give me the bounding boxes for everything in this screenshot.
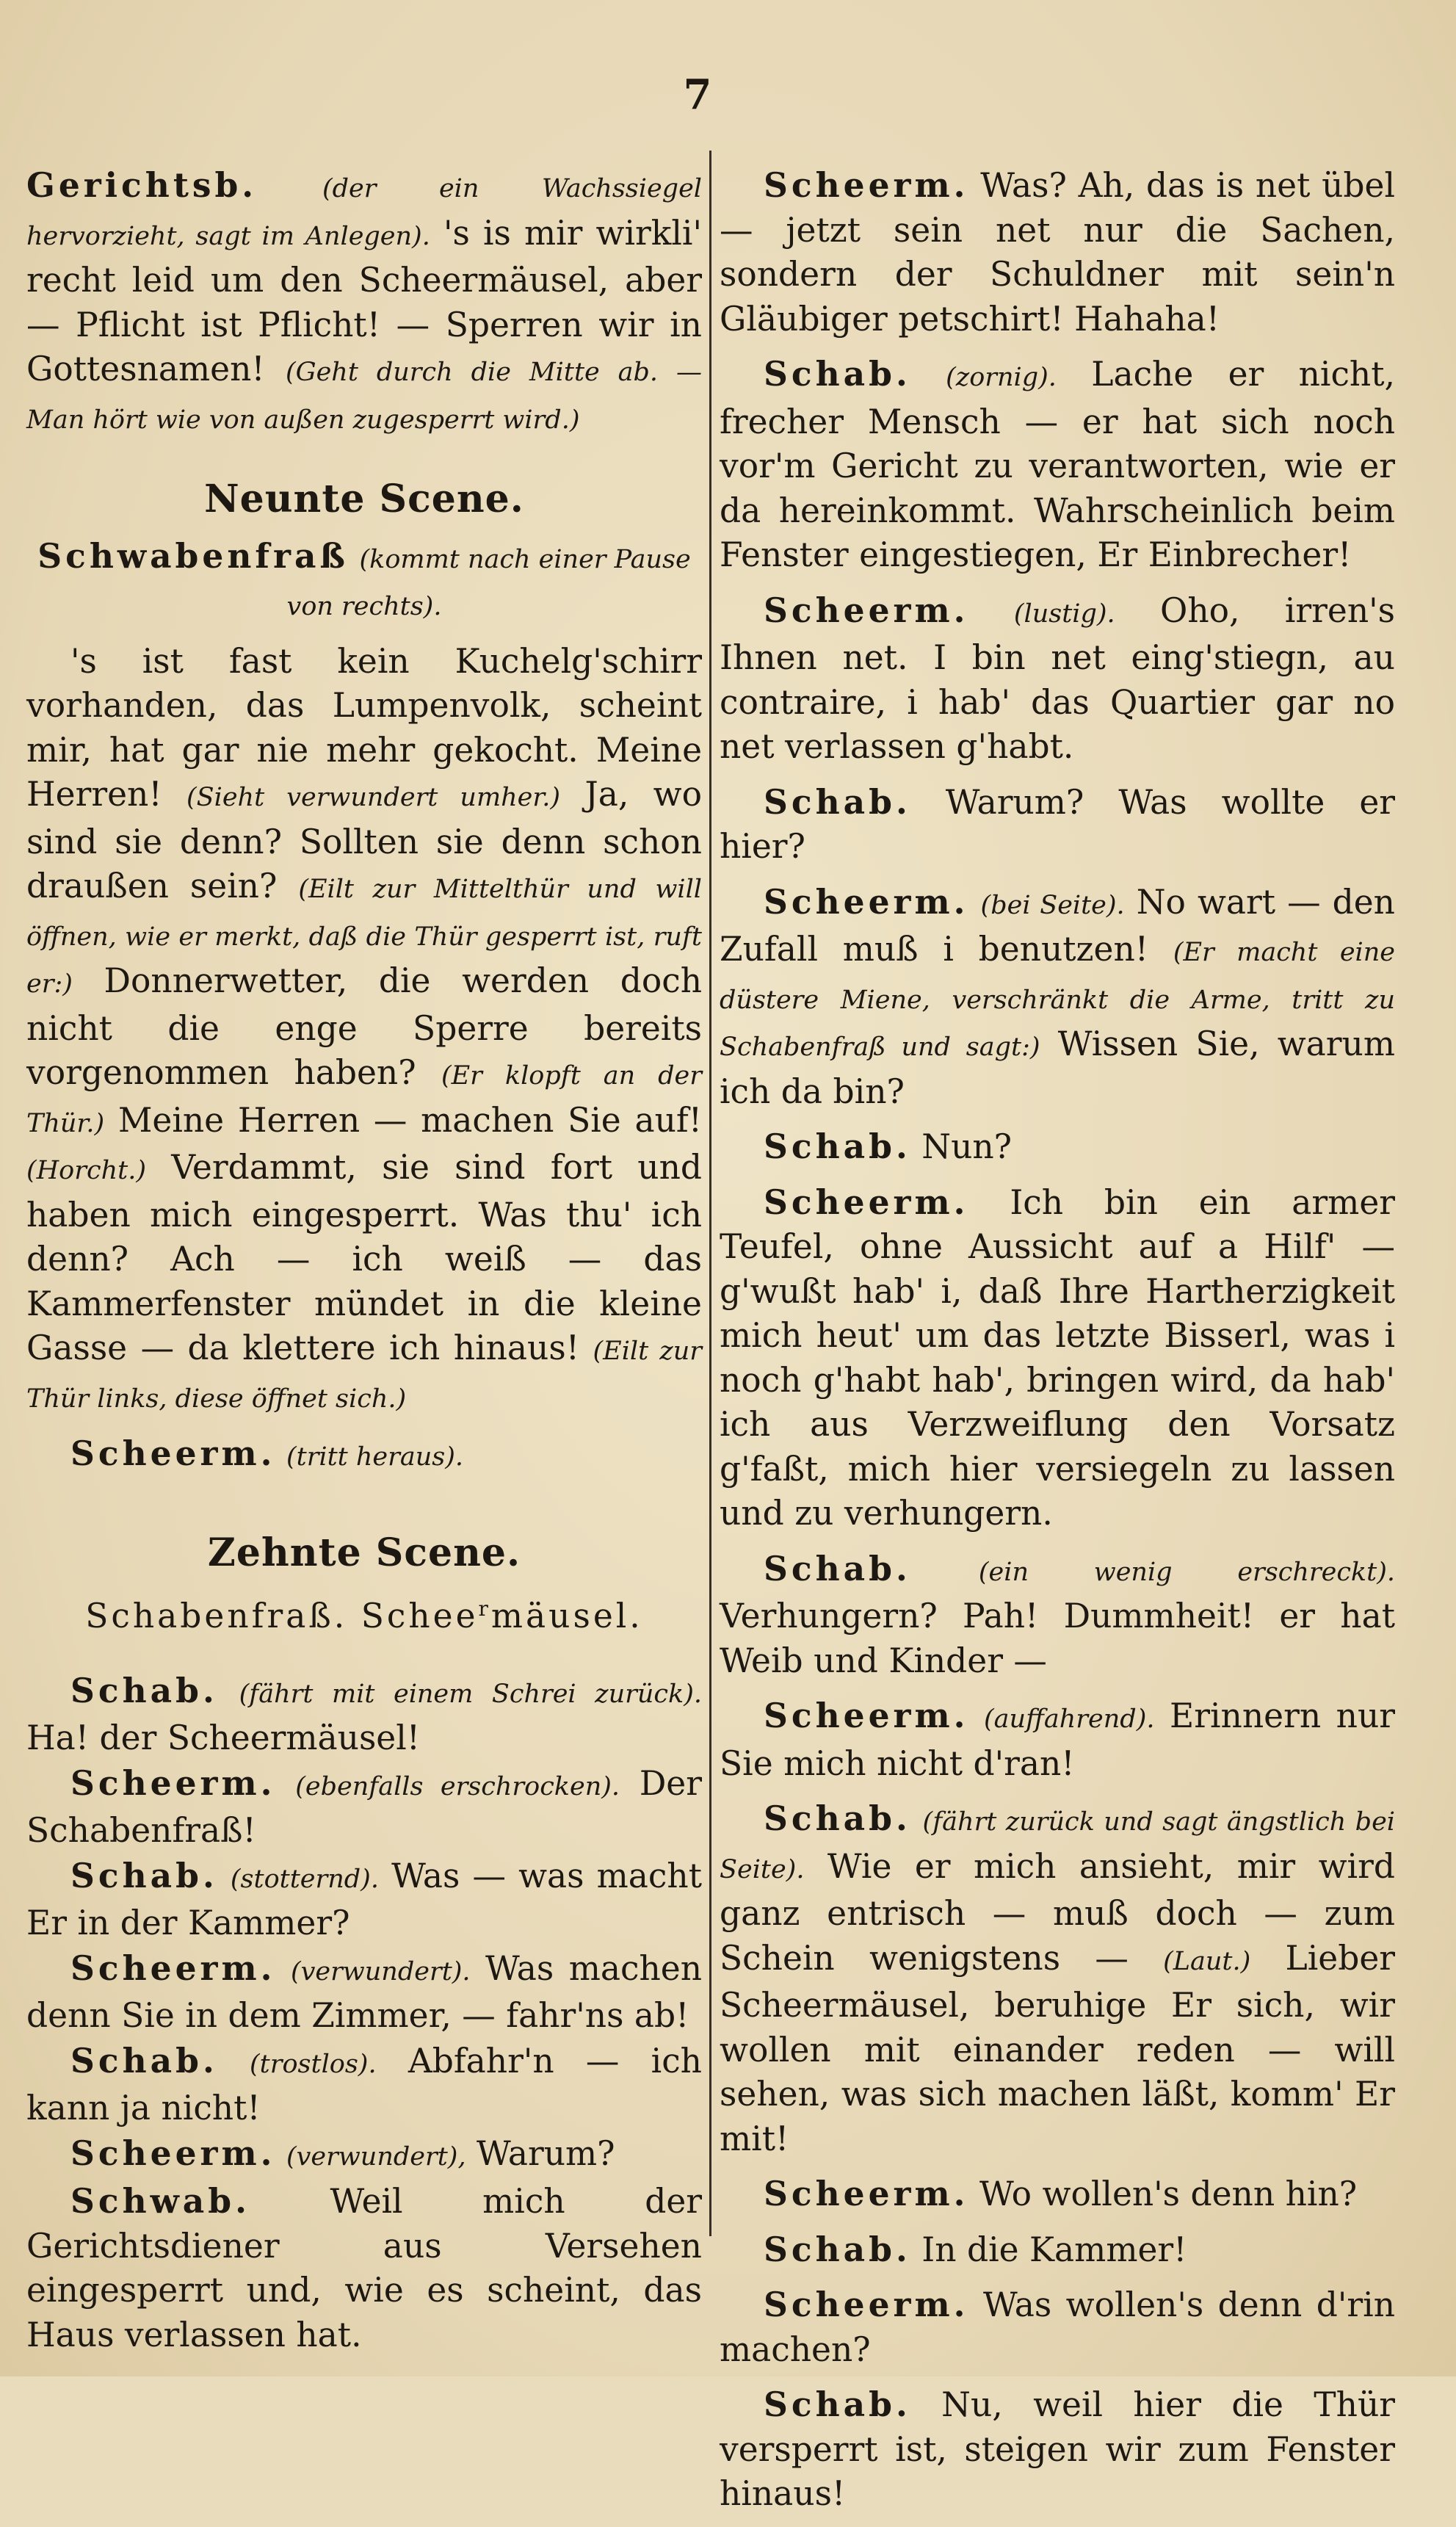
dialogue-text: Weil mich der Gerichtsdiener aus Versehen eingesperrt und, wie es scheint, das Haus verlassen hat. — [26, 2182, 702, 2354]
dialogue-text: Lache er nicht, frecher Mensch — er hat sich noch vor'm Gericht zu verantworten, wie er da hereinkommt. Wahrscheinlich beim Fenster eingestiegen, Er Einbrecher! — [720, 355, 1395, 574]
dialogue-text: Wissen Sie, warum ich da bin? — [720, 1024, 1396, 1111]
column-divider — [709, 151, 711, 2236]
stage-direction: (tritt heraus). — [286, 1442, 464, 1472]
speech-schab — [720, 2227, 1395, 2273]
scene-title-9: Neunte Scene. — [204, 477, 524, 521]
stage-direction: (fährt mit einem Schrei zurück). — [239, 1679, 702, 1709]
dialogue-text: Was — was macht Er in der Kammer? — [26, 1856, 702, 1943]
speaker-name: Scheerm. — [764, 1696, 969, 1735]
speaker-name: Schab. — [70, 2040, 218, 2080]
dialogue-text: Der Schabenfraß! — [26, 1763, 702, 1851]
speech-schab — [720, 352, 1395, 578]
speaker-name: Scheerm. — [70, 1763, 276, 1803]
dialogue-text: Was machen denn Sie in dem Zimmer, — fahr'ns ab! — [26, 1948, 702, 2036]
speech-scheerm — [720, 2172, 1395, 2217]
stage-direction: (Eilt zur Thür links, diese öffnet sich.) — [26, 1337, 702, 1414]
stage-direction: (Horcht.) — [26, 1156, 146, 1185]
dialogue-text: Ich bin ein armer Teufel, ohne Aussicht auf a Hilf' — g'wußt hab' i, daß Ihre Hartherzigkeit mich heut' um das letzte Bisserl, was i noch g'habt hab', bringen wird, da hab' ich aus Verzweiflung den Vorsatz g'faßt, mich hier versiegeln zu lassen und zu verhungern. — [720, 1182, 1395, 1533]
dialogue-text: Warum? Was wollte er hier? — [720, 782, 1395, 866]
characters-text: Schabenfraß. Schee — [85, 1597, 479, 1636]
speech-schwab — [26, 2179, 702, 2357]
speech-schab — [26, 1669, 702, 1761]
entrance-schwabenfrass — [26, 534, 702, 629]
dialogue-text: Was wollen's denn d'rin machen? — [720, 2285, 1395, 2369]
speaker-name: Scheerm. — [764, 1182, 969, 1222]
stage-direction: (auffahrend). — [984, 1704, 1155, 1734]
speech-schab — [26, 1854, 702, 1946]
speaker-name: Schab. — [764, 2229, 911, 2269]
speech-scheerm — [720, 2282, 1395, 2372]
stage-direction: (der ein Wachssiegel hervorzieht, sagt im Anlegen). — [26, 174, 702, 251]
speech-scheerm — [720, 588, 1395, 770]
speech-scheerm — [720, 163, 1395, 341]
dialogue-text: Meine Herren — machen Sie auf! — [117, 1100, 702, 1140]
stage-direction: (ein wenig erschreckt). — [978, 1557, 1395, 1587]
speech-schab — [26, 2039, 702, 2131]
speaker-name: Schab. — [764, 2385, 911, 2424]
dialogue-text: Abfahr'n — ich kann ja nicht! — [26, 2041, 702, 2128]
speech-schab — [720, 1547, 1395, 1684]
speech-schab — [720, 1124, 1395, 1170]
speaker-name: Scheerm. — [764, 590, 969, 630]
stage-direction: (verwundert). — [290, 1956, 471, 1986]
speaker-name: Scheerm. — [70, 2133, 276, 2173]
speech-schab — [720, 2382, 1395, 2517]
speaker-name: Scheerm. — [70, 1948, 276, 1988]
dialogue-text: No wart — den Zufall muß i benutzen! — [720, 882, 1395, 969]
speaker-name: Scheerm. — [70, 1434, 276, 1473]
stage-direction: (Er klopft an der Thür.) — [26, 1061, 702, 1138]
dialogue-text: Lieber Scheermäusel, beruhige Er sich, wir wollen mit einander reden — will sehen, was sich machen läßt, komm' Er mit! — [720, 1938, 1396, 2158]
speaker-name: Scheerm. — [764, 2174, 969, 2213]
speech-scheerm — [26, 1761, 702, 1854]
stage-direction: (Er macht eine düstere Miene, verschränkt die Arme, tritt zu Schabenfraß und sagt:) — [720, 938, 1395, 1062]
speech-scheerm — [720, 880, 1395, 1115]
stage-direction: (verwundert), — [286, 2141, 466, 2172]
dialogue-text: Erinnern nur Sie mich nicht d'ran! — [720, 1696, 1395, 1783]
dialogue-text: Was? Ah, das is net übel — jetzt sein net nur die Sachen, sondern der Schuldner mit sein'n Gläubiger petschirt! Hahaha! — [720, 166, 1395, 339]
speaker-name: Schwab. — [70, 2181, 250, 2221]
dialogue-text: Nun? — [921, 1127, 1013, 1166]
scene-title-10: Zehnte Scene. — [207, 1530, 521, 1575]
speaker-name: Scheerm. — [764, 881, 969, 922]
speaker-name: Schwabenfraß — [37, 535, 349, 576]
stage-direction: (Sieht verwundert umher.) — [186, 783, 561, 812]
speaker-name: Schab. — [764, 781, 911, 822]
characters-superscript: r — [478, 1597, 491, 1621]
stage-direction: (zornig). — [946, 363, 1057, 392]
stage-direction: (fährt zurück und sagt ängstlich bei Seite). — [720, 1807, 1395, 1884]
speaker-name: Schab. — [764, 354, 911, 394]
dialogue-text: Wie er mich ansieht, mir wird ganz entrisch — muß doch — zum Schein wenigstens — — [720, 1846, 1395, 1978]
dialogue-text: Donnerwetter, die werden doch nicht die enge Sperre bereits vorgenommen haben? — [26, 961, 702, 1092]
left-column — [26, 163, 702, 2357]
dialogue-text: Verdammt, sie sind fort und haben mich eingesperrt. Was thu' ich denn? Ach — ich weiß — das Kammerfenster mündet in die kleine Gasse — da klettere ich hinaus! — [26, 1148, 702, 1367]
dialogue-text: Warum? — [477, 2133, 615, 2173]
dialogue-text: 's ist fast kein Kuchelg'schirr vorhanden, das Lumpenvolk, scheint mir, hat gar nie mehr gekocht. Meine Herren! — [26, 641, 702, 814]
dialogue-text: Oho, irren's Ihnen net. I bin net eing'stiegn, au contraire, i hab' das Quartier gar no net verlassen g'habt. — [720, 590, 1395, 766]
stage-direction: (stotternd). — [230, 1864, 379, 1894]
dialogue-text: In die Kammer! — [921, 2230, 1187, 2269]
speaker-name: Gerichtsb. — [26, 165, 258, 205]
stage-direction: (Eilt zur Mittelthür und will öffnen, wie er merkt, daß die Thür gesperrt ist, ruft er:) — [26, 875, 702, 999]
speaker-name: Scheerm. — [764, 165, 969, 205]
characters-text: mäusel. — [490, 1597, 643, 1636]
right-column — [720, 163, 1395, 2527]
speaker-name: Schab. — [70, 1670, 218, 1710]
stage-direction: (Laut.) — [1163, 1946, 1251, 1976]
stage-direction: (kommt nach einer Pause von rechts). — [286, 544, 691, 621]
dialogue-text: Ja, wo sind sie denn? Sollten sie denn schon draußen sein? — [26, 775, 703, 905]
dialogue-text: Nu, weil hier die Thür versperrt ist, steigen wir zum Fenster hinaus! — [720, 2385, 1395, 2513]
page-number: 7 — [683, 71, 712, 119]
stage-direction: (bei Seite). — [980, 890, 1125, 920]
stage-direction: (ebenfalls erschrocken). — [295, 1771, 620, 1801]
dialogue-text: 's is mir wirkli' recht leid um den Scheermäusel, aber — Pflicht ist Pflicht! — Sperren wir in Gottesnamen! — [26, 213, 702, 388]
speech-scheerm — [26, 2131, 702, 2180]
speech-scheerm — [720, 1693, 1395, 1786]
speech-gerichtsb — [26, 163, 702, 442]
speaker-name: Schab. — [70, 1855, 218, 1895]
speech-schab — [720, 1796, 1395, 2161]
stage-direction: (Geht durch die Mitte ab. — Man hört wie von außen zugesperrt wird.) — [26, 358, 702, 435]
speech-schab — [720, 780, 1395, 870]
dialogue-text: Verhungern? Pah! Dummheit! er hat Weib und Kinder — — [720, 1597, 1395, 1680]
speaker-name: Schab. — [764, 1127, 911, 1166]
scene-characters — [26, 1587, 702, 1639]
speaker-name: Scheerm. — [764, 2285, 969, 2324]
stage-direction: (lustig). — [1013, 599, 1115, 629]
speaker-name: Schab. — [764, 1548, 911, 1588]
speech-scheerm — [26, 1946, 702, 2039]
speech-scheerm — [26, 1431, 702, 1480]
speaker-name: Schab. — [764, 1798, 911, 1838]
dialogue-text: Ha! der Scheermäusel! — [26, 1718, 421, 1758]
speech-scheerm — [720, 1180, 1395, 1536]
dialogue-text: Wo wollen's denn hin? — [979, 2174, 1358, 2213]
stage-direction: (trostlos). — [250, 2049, 377, 2079]
monologue-schwabenfrass — [26, 640, 702, 1422]
